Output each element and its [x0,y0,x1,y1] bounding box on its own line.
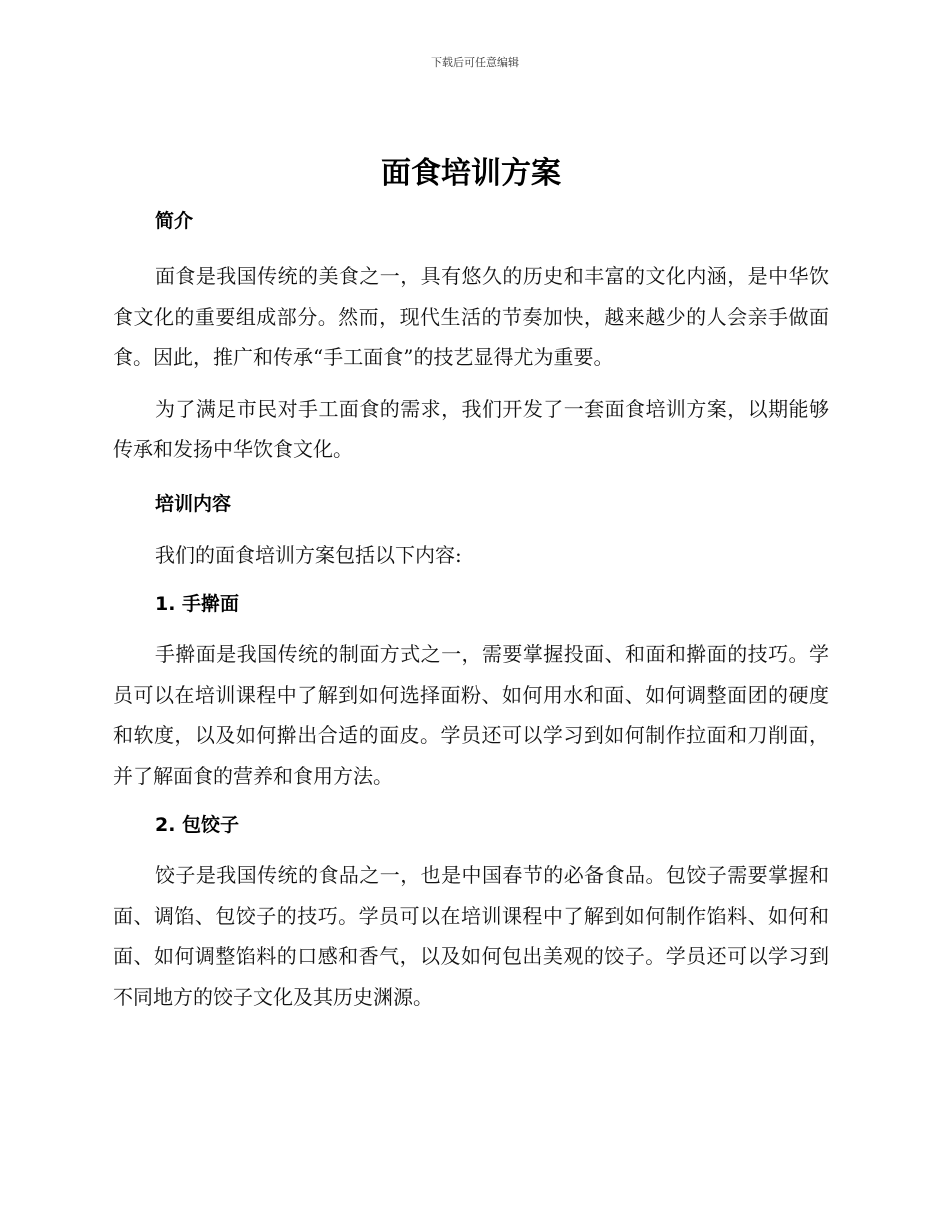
section-paragraph: 饺子是我国传统的食品之一，也是中国春节的必备食品。包饺子需要掌握和面、调馅、包饺子的技巧。学员可以在培训课程中了解到如何制作馅料、如何和面、如何调整馅料的口感和香气，以及如何包出美观的饺子。学员还可以学习到不同地方的饺子文化及其历史渊源。 [113,863,829,1009]
training-heading: 培训内容 [155,492,232,515]
section-heading: 2. 包饺子 [155,814,240,836]
intro-paragraph: 面食是我国传统的美食之一，具有悠久的历史和丰富的文化内涵，是中华饮食文化的重要组成部分。然而，现代生活的节奏加快，越来越少的人会亲手做面食。因此，推广和传承“手工面食”的技艺显得尤为重要。 [113,264,829,369]
intro-heading: 简介 [155,210,194,232]
intro-paragraph: 为了满足市民对手工面食的需求，我们开发了一套面食培训方案，以期能够传承和发扬中华饮食文化。 [113,396,829,461]
page-header-note: 下载后可任意编辑 [431,56,519,69]
document-body [113,146,829,1017]
section-paragraph: 手擀面是我国传统的制面方式之一，需要掌握投面、和面和擀面的技巧。学员可以在培训课程中了解到如何选择面粉、如何用水和面、如何调整面团的硬度和软度，以及如何擀出合适的面皮。学员还可以学习到如何制作拉面和刀削面，并了解面食的营养和食用方法。 [113,642,829,788]
training-intro: 我们的面食培训方案包括以下内容: [155,542,462,567]
section-heading: 1. 手擀面 [155,593,240,615]
document-title: 面食培训方案 [381,156,561,191]
